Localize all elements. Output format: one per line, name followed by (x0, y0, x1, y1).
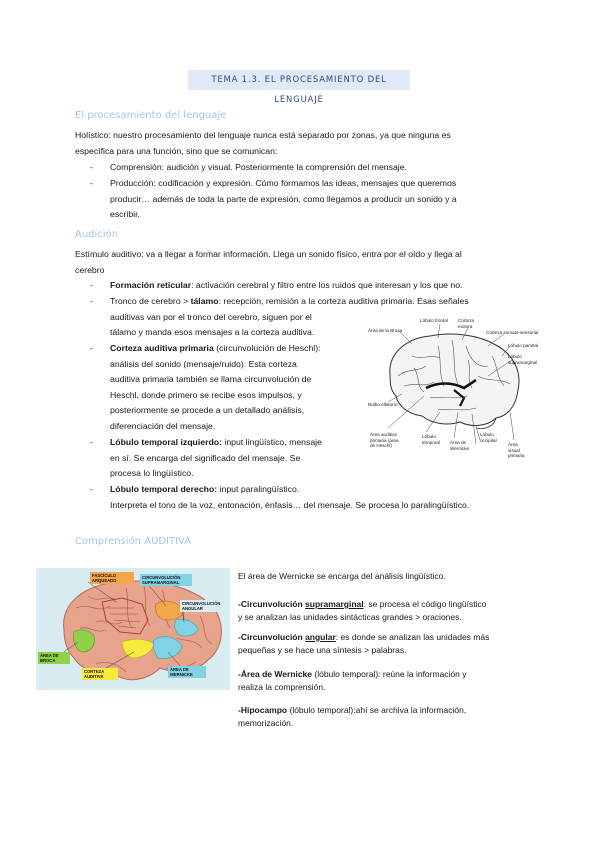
label-circ-angular: CIRCUNVOLUCIÓN ANGULAR (180, 600, 228, 612)
text-span: input lingüístico, mensaje (221, 437, 322, 447)
text-line (238, 668, 538, 681)
bullet-dash: - (90, 178, 93, 188)
text-span: : recepción, remisión a la corteza auditiva primaria. Esas señales (218, 296, 469, 306)
bullet-text (110, 341, 321, 357)
label-lobulo-occipital: Lóbulo occipital (480, 432, 497, 443)
label-area-auditiva: Área auditiva primaria (área de Heschl) (370, 432, 399, 448)
bullet-text: posteriormente se procede a un detallado análisis, (110, 405, 305, 416)
text-line: pequeñas y se hace una síntesis > palabras. (238, 644, 407, 655)
bullet-dash: - (90, 437, 93, 447)
label-corteza-auditiva: CORTEZA AUDITIVA (82, 668, 118, 680)
bullet-text: tálamo y manda esos mensajes a la corteza auditiva. (110, 327, 315, 338)
list-item (90, 435, 360, 483)
bold-term: -Circunvolución (238, 632, 306, 642)
bullet-text: auditivas van por el tronco del cerebro, siguen por el (110, 311, 312, 322)
bullet-dash: - (90, 296, 93, 306)
bold-term: Formación reticular (110, 280, 192, 290)
paragraph-area-wernicke (238, 668, 538, 693)
bullet-dash: - (90, 162, 93, 172)
text-span: : se procesa el código lingüístico (363, 599, 487, 609)
label-lobulo-frontal: Lóbulo frontal (420, 318, 448, 323)
bullet-text: Interpreta el tono de la voz, entonación, énfasis… del mensaje. Se procesa lo paralingüístico. (110, 499, 470, 510)
label-area-broca: ÁREA DE BROCA (38, 652, 70, 664)
label-bulbo-olfatorio: Bulbo olfatorio (368, 402, 398, 407)
bullet-text: procesa lo lingüístico. (110, 468, 194, 479)
label-fasciculo-arqueado: FASCÍCULO ARQUEADO (90, 572, 134, 584)
bullet-dash: - (90, 484, 93, 494)
bullet-text (110, 294, 469, 310)
text-span: Tronco de cerebro > (110, 296, 191, 306)
text-span: (lóbulo temporal): reúne la información y (312, 669, 467, 679)
label-area-visual: Área visual primaria (508, 442, 525, 458)
bold-term: -Hipocampo (238, 705, 288, 715)
text-line: realiza la comprensión. (238, 681, 326, 692)
bold-underlined-term: angular (305, 632, 336, 642)
text-line (238, 598, 538, 611)
text-line: y se analizan las unidades sintácticas grandes > oraciones. (238, 611, 462, 622)
text-line (238, 704, 538, 717)
brain-diagram-colored (36, 568, 230, 690)
bullet-text: Heschl, donde primero se recibe esos impulsos, y (110, 389, 302, 400)
bold-term: Corteza auditiva primaria (110, 343, 214, 353)
text-line: memorización. (238, 717, 294, 728)
paragraph-supramarginal (238, 598, 538, 623)
bullet-text: diferenciación del mensaje. (110, 421, 216, 431)
bold-underlined-term: supramarginal (305, 599, 364, 609)
bullet-text (110, 435, 322, 451)
paragraph-wernicke: El área de Wernicke se encarga del análisis lingüístico. (238, 571, 446, 581)
section-heading-audicion: Audición (75, 229, 119, 240)
label-lobulo-temporal: Lóbulo temporal (422, 434, 440, 445)
text-span: input paralingüístico. (217, 484, 300, 494)
brain-diagram-lobes (368, 316, 539, 472)
label-circ-supramarginal: CIRCUNVOLUCIÓN SUPRAMARGINAL (140, 574, 192, 586)
bullet-text: Producción: codificación y expresión. Cómo formamos las ideas, mensajes que queremos (110, 178, 457, 188)
bold-term: tálamo (190, 296, 219, 306)
intro-line: Holístico: nuestro procesamiento del lenguaje nunca está separado por zonas, ya que ninguna es (75, 130, 451, 140)
section-heading-procesamiento: El procesamiento del lenguaje (75, 110, 227, 121)
bullet-text (110, 482, 299, 498)
bullet-text (110, 278, 463, 294)
bullet-text: escribir. (110, 209, 140, 220)
label-lobulo-parietal: Lóbulo parietal (508, 343, 539, 348)
text-span: (lóbulo temporal):ahí se archiva la información, (287, 705, 467, 715)
bold-term: -Circunvolución (238, 599, 306, 609)
list-item (90, 482, 530, 514)
paragraph-angular (238, 631, 538, 656)
intro-line: específica para una función, sino que se comunican: (75, 146, 278, 156)
label-lobulo-supramarginal: Lóbulo supramarginal (508, 354, 538, 365)
bullet-text: producir… además de toda la parte de expresión, como llegamos a producir un sonido y a (110, 193, 457, 204)
brain-line-drawing (368, 316, 528, 472)
label-area-wernicke: ÁREA DE WERNICKE (168, 666, 206, 678)
bullet-dash: - (90, 280, 93, 290)
label-corteza-motora: Corteza motora (458, 318, 475, 329)
intro-line: Estímulo auditivo: va a llegar a formar información. Llega un sonido físico, entra por el oído y llega al (75, 249, 462, 259)
list-item (90, 160, 530, 176)
bullet-text: Comprensión: audición y visual. Posteriormente la comprensión del mensaje. (110, 162, 407, 172)
text-span: (circunvolución de Heschl): (213, 343, 321, 353)
section-heading-comprension: Comprensión AUDITIVA (75, 536, 192, 547)
bullet-dash: - (90, 343, 93, 353)
page-title: TEMA 1.3. EL PROCESAMIENTO DEL LENGUAJE (188, 70, 410, 90)
list-item (90, 176, 530, 224)
paragraph-hipocampo (238, 704, 538, 729)
bold-term: Lóbulo temporal izquierdo: (110, 437, 222, 447)
label-area-wernicke: Área de Wernicke (450, 440, 470, 451)
bullet-text: análisis del sonido (mensaje/ruido). Esta corteza (110, 358, 297, 369)
bullet-text: en sí. Se encarga del significado del mensaje. Se (110, 452, 301, 463)
label-area-broca: Área de la Broca (368, 328, 403, 333)
text-span: : es donde se analizan las unidades más (335, 632, 490, 642)
intro-line: cerebro (75, 265, 105, 275)
bold-term: -Área de Wernicke (238, 669, 313, 679)
list-item (90, 278, 530, 294)
label-corteza-somatosensorial: Corteza somato-sensorial (486, 330, 539, 335)
bold-term: Lóbulo temporal derecho: (110, 484, 218, 494)
list-item (90, 341, 360, 436)
text-span: : activación cerebral y filtro entre los ruidos que interesan y los que no. (191, 280, 463, 290)
text-line (238, 631, 538, 644)
bullet-text: auditiva primaria también se llama circunvolución de (110, 374, 312, 385)
